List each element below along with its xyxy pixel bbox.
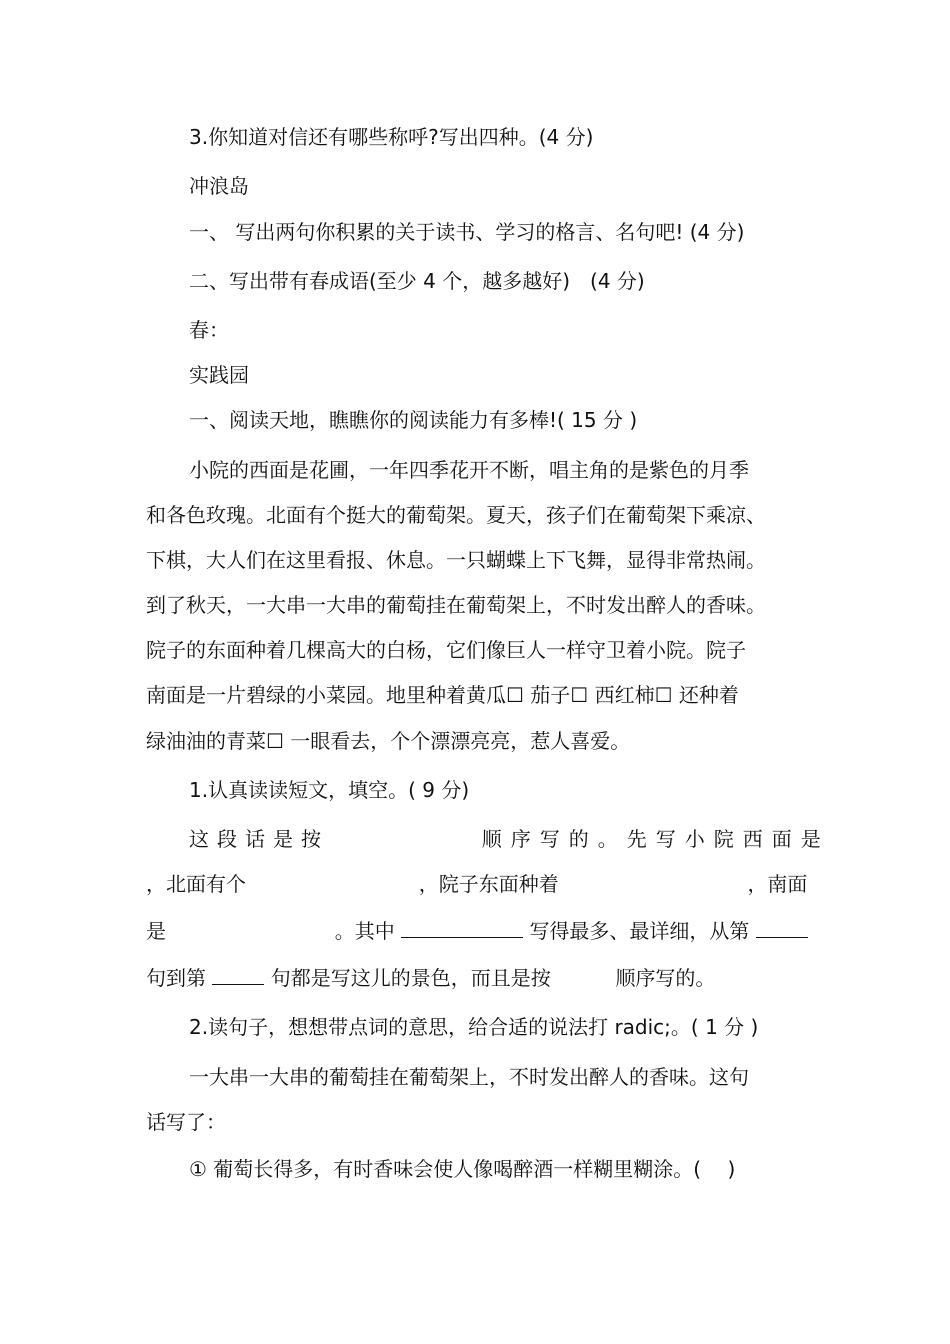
answer-blank[interactable] — [756, 917, 808, 938]
answer-prefix-spring: 春： — [189, 318, 229, 342]
section-heading-chonglangdao: 冲浪岛 — [189, 174, 249, 198]
fill-text: 顺序写的。 — [615, 966, 716, 990]
fill-text: ，北面有个 — [146, 872, 246, 896]
question-3: 3.你知道对信还有哪些称呼?写出四种。(4 分) — [189, 125, 594, 149]
fill-line-1 — [189, 825, 830, 853]
passage-line: 院子的东面种着几棵高大的白杨，它们像巨人一样守卫着小院。院子 — [146, 638, 746, 662]
passage-line: 南面是一片碧绿的小菜园。地里种着黄瓜☐ 茄子☐ 西红柿☐ 还种着 — [146, 683, 739, 707]
option-1[interactable]: ① 葡萄长得多，有时香味会使人像喝醉酒一样糊里糊涂。( ) — [189, 1157, 736, 1181]
passage-line: 和各色玫瑰。北面有个挺大的葡萄架。夏天，孩子们在葡萄架下乘凉、 — [146, 503, 766, 527]
fill-text: 。其中 — [334, 919, 395, 943]
fill-question-title: 1.认真读读短文，填空。( 9 分) — [189, 778, 470, 802]
passage-line: 下棋，大人们在这里看报、休息。一只蝴蝶上下飞舞，显得非常热闹。 — [146, 548, 766, 572]
quoted-sentence-cont: 话写了： — [146, 1110, 226, 1134]
question-1-proverbs: 一、 写出两句你积累的关于读书、学习的格言、名句吧! (4 分) — [189, 220, 745, 244]
question-2-idioms: 二、写出带有春成语(至少 4 个，越多越好) (4 分) — [189, 269, 645, 293]
fill-text: 句都是写这儿的景色，而且是按 — [270, 966, 551, 990]
passage-line: 到了秋天，一大串一大串的葡萄挂在葡萄架上，不时发出醉人的香味。 — [146, 593, 766, 617]
fill-text: 顺序写的。先写小院西面是 — [481, 827, 830, 851]
answer-blank[interactable] — [212, 964, 264, 985]
reading-section-title: 一、阅读天地，瞧瞧你的阅读能力有多棒!( 15 分 ) — [189, 408, 638, 432]
passage-line: 小院的西面是花圃，一年四季花开不断，唱主角的是紫色的月季 — [189, 458, 749, 482]
passage-line: 绿油油的青菜☐ 一眼看去，个个漂漂亮亮，惹人喜爱。 — [146, 729, 631, 753]
fill-text: 这段话是按 — [189, 827, 329, 851]
quoted-sentence: 一大串一大串的葡萄挂在葡萄架上，不时发出醉人的香味。这句 — [189, 1065, 749, 1089]
fill-text: 句到第 — [146, 966, 206, 990]
fill-line-3 — [146, 917, 806, 945]
fill-text: ，南面 — [747, 872, 808, 896]
fill-line-4 — [146, 964, 806, 992]
fill-text: 是 — [146, 919, 166, 943]
fill-line-2 — [146, 870, 806, 898]
answer-blank[interactable] — [401, 917, 523, 938]
fill-text: 写得最多、最详细，从第 — [529, 919, 750, 943]
section-heading-shijianyuan: 实践园 — [189, 363, 249, 387]
fill-text: ，院子东面种着 — [418, 872, 559, 896]
question-2-word-meaning: 2.读句子，想想带点词的意思，给合适的说法打 radic;。( 1 分 ) — [189, 1015, 759, 1039]
